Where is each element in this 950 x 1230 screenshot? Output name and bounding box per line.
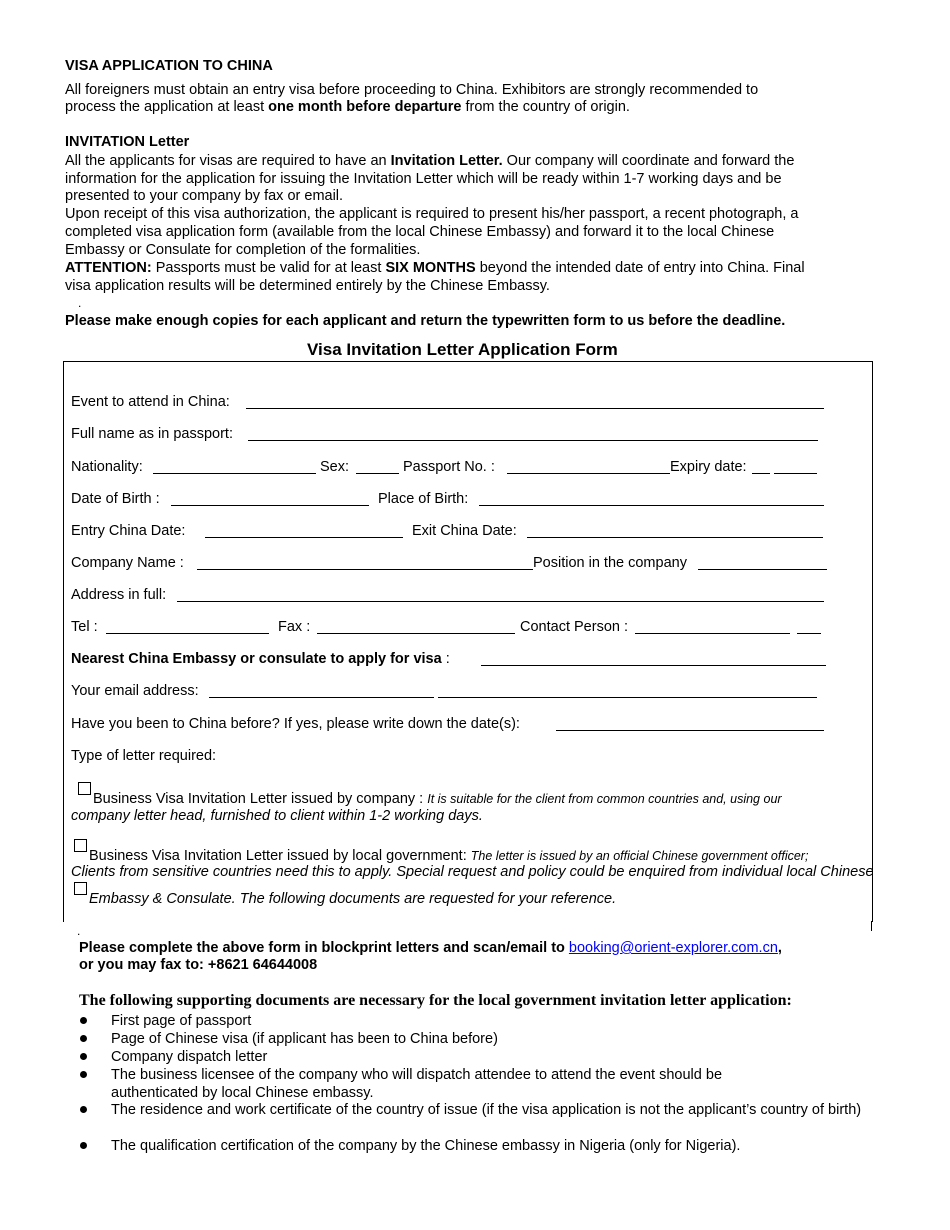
exit-date-label: Exit China Date: [412, 523, 517, 539]
email-label: Your email address: [71, 683, 199, 699]
event-input[interactable] [246, 408, 824, 409]
email-input-b[interactable] [438, 697, 817, 698]
opt1-line1: Business Visa Invitation Letter issued by company : It is suitable for the client from common countries and, using our [93, 791, 782, 807]
contact-input-a[interactable] [635, 633, 790, 634]
dob-label: Date of Birth : [71, 491, 160, 507]
been-before-label: Have you been to China before? If yes, please write down the date(s): [71, 716, 520, 732]
opt2-line2: Clients from sensitive countries need this to apply. Special request and policy could be enquired from individual local Chinese [71, 864, 874, 880]
list-item: Company dispatch letter [111, 1049, 268, 1065]
position-input[interactable] [698, 569, 827, 570]
invitation-p1-line1: All the applicants for visas are required to have an Invitation Letter. Our company will coordinate and forward the [65, 153, 795, 169]
opt2-line1: Business Visa Invitation Letter issued by local government: The letter is issued by an official Chinese government officer; [89, 848, 809, 864]
embassy-label: Nearest China Embassy or consulate to apply for visa : [71, 651, 450, 667]
tel-input[interactable] [106, 633, 269, 634]
list-item: The qualification certification of the company by the Chinese embassy in Nigeria (only for Nigeria). [111, 1138, 741, 1154]
pob-label: Place of Birth: [378, 491, 469, 507]
bullet-icon [80, 1053, 87, 1060]
opt2-checkbox[interactable] [74, 839, 87, 852]
letter-type-label: Type of letter required: [71, 748, 217, 764]
invitation-p2-line2: completed visa application form (available from the local Chinese Embassy) and forward it to the local Chinese [65, 224, 775, 240]
embassy-input[interactable] [481, 665, 826, 666]
invitation-p2-line1: Upon receipt of this visa authorization, the applicant is required to present his/her passport, a recent photograph, a [65, 206, 799, 222]
attention-line2: visa application results will be determined entirely by the Chinese Embassy. [65, 278, 550, 294]
expiry-input-b[interactable] [774, 473, 817, 474]
entry-date-input[interactable] [205, 537, 403, 538]
pob-input[interactable] [479, 505, 824, 506]
sex-label: Sex: [320, 459, 350, 475]
docs-heading: The following supporting documents are necessary for the local government invitation letter application: [79, 992, 792, 1009]
invitation-p2-line3: Embassy or Consulate for completion of the formalities. [65, 242, 421, 258]
full-name-label: Full name as in passport: [71, 426, 233, 442]
entry-date-label: Entry China Date: [71, 523, 186, 539]
footer-dot: . [77, 924, 81, 938]
position-label: Position in the company [533, 555, 687, 571]
contact-label: Contact Person : [520, 619, 628, 635]
bullet-icon [80, 1071, 87, 1078]
attention-line1: ATTENTION: Passports must be valid for at least SIX MONTHS beyond the intended date of entry into China. Final [65, 260, 805, 276]
opt3-line: Embassy & Consulate. The following documents are requested for your reference. [89, 891, 617, 907]
email-link[interactable]: booking@orient-explorer.com.cn [568, 940, 778, 956]
list-item: First page of passport [111, 1013, 252, 1029]
expiry-label: Expiry date: [670, 459, 747, 475]
contact-input-b[interactable] [797, 633, 821, 634]
page-title: VISA APPLICATION TO CHINA [65, 58, 273, 74]
company-label: Company Name : [71, 555, 184, 571]
fax-input[interactable] [317, 633, 515, 634]
company-input[interactable] [197, 569, 533, 570]
intro-line-1: All foreigners must obtain an entry visa before proceeding to China. Exhibitors are strongly recommended to [65, 82, 759, 98]
opt1-checkbox[interactable] [78, 782, 91, 795]
invitation-heading: INVITATION Letter [65, 134, 190, 150]
passport-no-label: Passport No. : [403, 459, 495, 475]
full-name-input[interactable] [248, 440, 818, 441]
been-before-input[interactable] [556, 730, 824, 731]
nationality-label: Nationality: [71, 459, 143, 475]
exit-date-input[interactable] [527, 537, 823, 538]
expiry-input-a[interactable] [752, 473, 770, 474]
invitation-p1-line3: presented to your company by fax or email. [65, 188, 344, 204]
invitation-p1-line2: information for the application for issuing the Invitation Letter which will be ready within 1-7 working days and be [65, 171, 782, 187]
fax-note: or you may fax to: +8621 64644008 [79, 957, 318, 973]
address-input[interactable] [177, 601, 824, 602]
tel-label: Tel : [71, 619, 98, 635]
list-item: The business licensee of the company who will dispatch attendee to attend the event should be authenticated by local Chinese embassy. [111, 1067, 723, 1101]
form-title: Visa Invitation Letter Application Form [307, 340, 618, 359]
bullet-icon [80, 1142, 87, 1149]
email-input-a[interactable] [209, 697, 434, 698]
bullet-icon [80, 1017, 87, 1024]
fax-label: Fax : [278, 619, 311, 635]
dot-mark: . [78, 296, 82, 310]
intro-line-2: process the application at least one month before departure from the country of origin. [65, 99, 630, 115]
copies-note: Please make enough copies for each applicant and return the typewritten form to us before the deadline. [65, 313, 786, 329]
list-item: The residence and work certificate of the country of issue (if the visa application is not the applicant’s country of birth) [111, 1102, 862, 1118]
complete-note: Please complete the above form in blockprint letters and scan/email to booking@orient-explorer.com.cn, [79, 940, 782, 956]
form-box-edge [871, 921, 872, 931]
dob-input[interactable] [171, 505, 369, 506]
address-label: Address in full: [71, 587, 167, 603]
nationality-input[interactable] [153, 473, 316, 474]
opt1-line2: company letter head, furnished to client within 1-2 working days. [71, 808, 483, 824]
passport-no-input[interactable] [507, 473, 670, 474]
list-item: Page of Chinese visa (if applicant has been to China before) [111, 1031, 498, 1047]
opt3-checkbox[interactable] [74, 882, 87, 895]
sex-input[interactable] [356, 473, 399, 474]
bullet-icon [80, 1035, 87, 1042]
bullet-icon [80, 1106, 87, 1113]
form-box [63, 361, 873, 922]
event-label: Event to attend in China: [71, 394, 230, 410]
